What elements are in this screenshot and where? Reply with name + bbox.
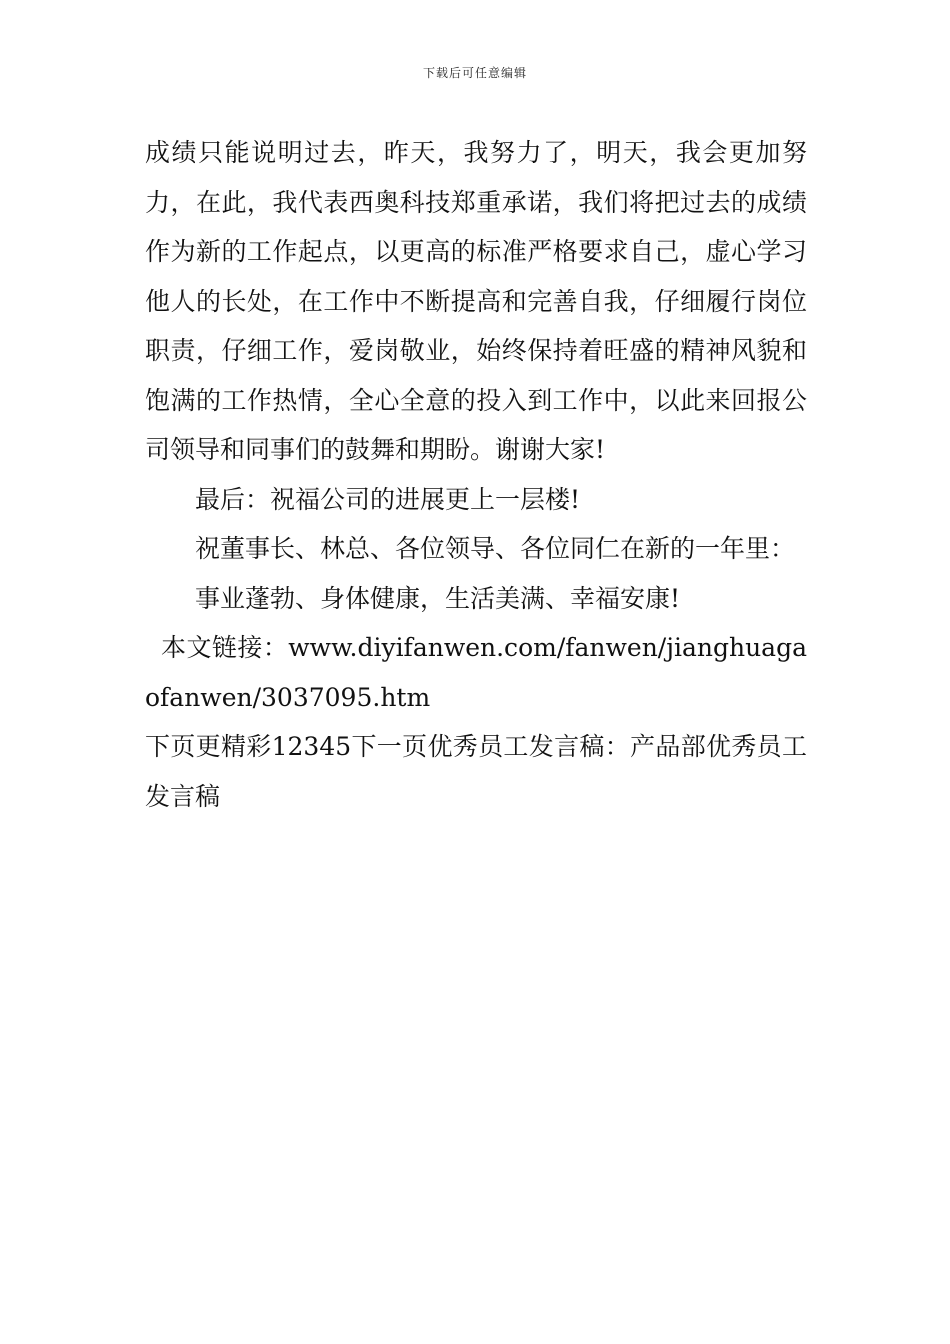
closing-wish-blessing: 事业蓬勃、身体健康，生活美满、幸福安康! bbox=[195, 583, 681, 613]
article-link[interactable]: 本文链接：www.diyifanwen.com/fanwen/jianghuagaofanwen/3037095.htm bbox=[145, 633, 807, 712]
closing-wish-leaders: 祝董事长、林总、各位领导、各位同仁在新的一年里： bbox=[195, 534, 796, 563]
document-body bbox=[145, 128, 807, 821]
page-header-note: 下载后可任意编辑 bbox=[422, 66, 527, 80]
closing-wish-company: 最后：祝福公司的进展更上一层楼! bbox=[195, 484, 581, 514]
main-paragraph: 成绩只能说明过去，昨天，我努力了，明天，我会更加努力，在此，我代表西奥科技郑重承诺，我们将把过去的成绩作为新的工作起点，以更高的标准严格要求自己，虚心学习他人的长处，在工作中不断提高和完善自我，仔细履行岗位职责，仔细工作，爱岗敬业，始终保持着旺盛的精神风貌和饱满的工作热情，全心全意的投入到工作中，以此来回报公司领导和同事们的鼓舞和期盼。谢谢大家! bbox=[145, 138, 807, 464]
page-navigation[interactable]: 下页更精彩12345下一页优秀员工发言稿：产品部优秀员工发言稿 bbox=[145, 732, 807, 811]
